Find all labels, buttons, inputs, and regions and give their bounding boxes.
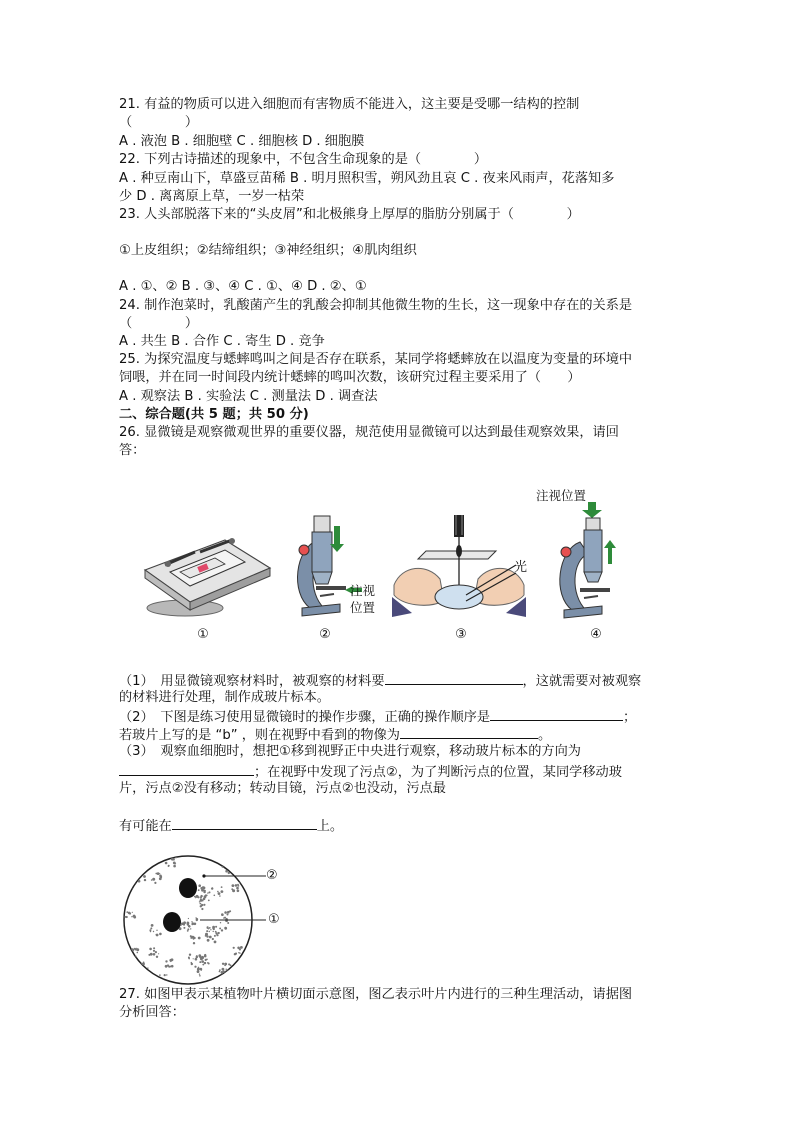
- cell-speckle: [143, 963, 144, 964]
- cell-speckle: [247, 857, 249, 859]
- cell-speckle: [156, 934, 157, 935]
- cell-speckle: [134, 962, 136, 964]
- callout-lines: [200, 868, 270, 928]
- cell-speckle: [193, 958, 194, 959]
- cell-speckle: [191, 963, 193, 965]
- cell-speckle: [126, 889, 127, 890]
- cell-speckle: [128, 974, 130, 976]
- cell-speckle: [159, 877, 162, 880]
- cell-speckle: [143, 859, 146, 862]
- q26-sub1-answer-blank[interactable]: [385, 671, 523, 685]
- q21-stem: 21. 有益的物质可以进入细胞而有害物质不能进入，这主要是受哪一结构的控制: [119, 97, 580, 112]
- cell-speckle: [241, 863, 243, 865]
- q24-paren: （ ）: [119, 316, 199, 331]
- cell-speckle: [207, 939, 210, 942]
- cell-speckle: [135, 875, 137, 877]
- q26-sub3-direction-blank[interactable]: [119, 762, 254, 776]
- cell-speckle: [199, 961, 201, 963]
- cell-speckle: [138, 967, 141, 970]
- cell-speckle: [141, 969, 143, 971]
- cell-speckle: [135, 966, 137, 968]
- cell-speckle: [138, 871, 141, 874]
- cell-speckle: [169, 959, 172, 962]
- q26-sub2-text-a: （2） 下图是练习使用显微镜时的操作步骤，正确的操作顺序是: [119, 710, 491, 725]
- figure-4-label: ④: [590, 627, 602, 642]
- q26-sub3-line1: （3） 观察血细胞时，想把①移到视野正中央进行观察，移动玻片标本的方向为: [119, 744, 581, 759]
- q26-sub2-line2: [119, 725, 551, 745]
- cell-speckle: [149, 948, 152, 951]
- cell-speckle: [224, 963, 227, 966]
- cell-speckle: [138, 857, 140, 859]
- cell-speckle: [141, 860, 142, 861]
- cell-speckle: [239, 953, 240, 954]
- cell-speckle: [159, 974, 161, 976]
- q26-sub3-text-d: 有可能在: [119, 819, 172, 834]
- cell-speckle: [153, 953, 156, 956]
- cell-speckle: [194, 937, 196, 939]
- cell-speckle: [144, 858, 147, 861]
- cell-speckle: [158, 953, 159, 954]
- q26-sub2-text-d: 。: [537, 728, 552, 743]
- cell-speckle: [157, 872, 160, 875]
- cell-speckle: [240, 946, 243, 949]
- cell-speckle: [221, 971, 223, 973]
- cell-speckle: [230, 964, 232, 966]
- cell-speckle: [215, 931, 217, 933]
- q22-options-line1: A . 种豆南山下，草盛豆苗稀 B . 明月照积雪，朔风劲且哀 C . 夜来风雨声，花落知多: [119, 171, 615, 186]
- q26-sub1-line2: 的材料进行处理，制作成玻片标本。: [119, 690, 330, 705]
- cell-speckle: [159, 875, 162, 878]
- cell-speckle: [173, 865, 176, 868]
- cell-speckle: [216, 934, 218, 936]
- figure-1-label: ①: [197, 627, 209, 642]
- q22-stem: 22. 下列古诗描述的现象中，不包含生命现象的是（ ）: [119, 152, 488, 167]
- q26-stem-line2: 答：: [119, 443, 146, 458]
- cell-speckle: [137, 876, 139, 878]
- view-label-spot2: ②: [266, 868, 278, 883]
- q21-options: A . 液泡 B . 细胞壁 C . 细胞核 D . 细胞膜: [119, 134, 365, 149]
- q26-sub3-location-blank[interactable]: [172, 816, 317, 830]
- cell-speckle: [201, 960, 204, 963]
- cell-speckle: [187, 922, 189, 924]
- cell-speckle: [134, 972, 137, 975]
- q26-sub1-text-b: ，这就需要对被观察: [522, 674, 642, 689]
- cell-speckle: [143, 875, 146, 878]
- cell-speckle: [159, 873, 160, 874]
- cell-speckle: [138, 880, 141, 883]
- cell-speckle: [164, 974, 166, 976]
- figure-2-label: ②: [319, 627, 331, 642]
- cell-speckle: [132, 912, 133, 913]
- cell-speckle: [131, 964, 133, 966]
- cell-speckle: [134, 948, 136, 950]
- figure-1-slide-stage: [140, 510, 275, 624]
- cell-speckle: [204, 962, 206, 964]
- q26-sub2-text-b: ；: [623, 710, 637, 725]
- cell-speckle: [210, 929, 211, 930]
- cell-speckle: [165, 965, 168, 968]
- cell-speckle: [126, 916, 128, 918]
- cell-speckle: [140, 872, 142, 874]
- cell-speckle: [231, 864, 234, 867]
- cell-speckle: [138, 874, 140, 876]
- cell-speckle: [244, 860, 246, 862]
- q23-stem: 23. 人头部脱落下来的“头皮屑”和北极熊身上厚厚的脂肪分别属于（ ）: [119, 207, 580, 222]
- cell-speckle: [165, 862, 168, 865]
- cell-speckle: [219, 969, 221, 971]
- cell-speckle: [199, 974, 200, 975]
- cell-speckle: [189, 926, 191, 928]
- cell-speckle: [200, 968, 203, 971]
- q26-sub1-text-a: （1） 用显微镜观察材料时，被观察的材料要: [119, 674, 385, 689]
- q24-options: A . 共生 B . 合作 C . 寄生 D . 竞争: [119, 334, 325, 349]
- watch-position-text-2: 位置: [350, 600, 376, 615]
- cell-speckle: [209, 931, 210, 932]
- cell-speckle: [191, 921, 192, 922]
- q24-stem: 24. 制作泡菜时，乳酸菌产生的乳酸会抑制其他微生物的生长，这一现象中存在的关系是: [119, 298, 633, 313]
- cell-speckle: [235, 953, 237, 955]
- cell-speckle: [190, 928, 191, 929]
- cell-speckle: [193, 942, 195, 944]
- cell-speckle: [131, 974, 133, 976]
- cell-speckle: [249, 856, 251, 858]
- cell-speckle: [195, 917, 196, 918]
- cell-speckle: [196, 919, 198, 921]
- cell-speckle: [149, 929, 151, 931]
- q26-sub2-order-blank[interactable]: [490, 707, 623, 721]
- cell-speckle: [209, 936, 211, 938]
- cell-speckle: [151, 924, 154, 927]
- cell-speckle: [166, 974, 167, 975]
- q22-options-line2: 少 D . 离离原上草，一岁一枯荣: [119, 189, 305, 204]
- cell-speckle: [248, 862, 251, 865]
- cell-speckle: [202, 964, 204, 966]
- cell-speckle: [137, 952, 139, 954]
- cell-speckle: [196, 956, 198, 958]
- cell-speckle: [228, 865, 231, 868]
- cell-speckle: [153, 931, 154, 932]
- cell-speckle: [132, 969, 134, 971]
- cell-speckle: [181, 925, 182, 926]
- cell-speckle: [152, 878, 155, 881]
- cell-speckle: [248, 856, 249, 857]
- watch-position-top-label: 注视位置: [536, 488, 587, 503]
- cell-speckle: [183, 927, 185, 929]
- q26-sub3-text-e: 上。: [316, 819, 344, 834]
- watch-position-caption: [350, 582, 375, 616]
- cell-speckle: [171, 965, 174, 968]
- cell-speckle: [194, 896, 196, 898]
- cell-speckle: [127, 969, 130, 972]
- watch-position-text-1: 注视: [350, 583, 376, 598]
- cell-speckle: [189, 954, 191, 956]
- cell-speckle: [250, 858, 251, 859]
- cell-speckle: [168, 966, 170, 968]
- cell-speckle: [147, 967, 148, 968]
- q26-sub3-line3: 片，污点②没有移动；转动目镜，污点②也没动，污点最: [119, 781, 446, 796]
- cell-speckle: [168, 866, 169, 867]
- q27-stem-line2: 分析回答：: [119, 1005, 185, 1020]
- cell-speckle: [153, 950, 155, 952]
- cell-speckle: [218, 932, 220, 934]
- cell-speckle: [143, 865, 146, 868]
- cell-speckle: [240, 861, 243, 864]
- cell-speckle: [150, 927, 152, 929]
- cell-speckle: [138, 863, 141, 866]
- cell-speckle: [198, 954, 201, 957]
- q26-sub3-line2: [119, 762, 622, 782]
- cell-speckle: [189, 958, 190, 959]
- cell-speckle: [175, 863, 176, 864]
- cell-speckle: [136, 876, 138, 878]
- cell-speckle: [214, 935, 216, 937]
- cell-speckle: [190, 937, 192, 939]
- cell-speckle: [153, 947, 155, 949]
- cell-speckle: [199, 975, 201, 977]
- q26-sub2-line1: [119, 707, 636, 727]
- q25-stem-line2: 饲喂，并在同一时间段内统计蟋蟀的鸣叫次数，该研究过程主要采用了（ ）: [119, 370, 581, 385]
- cell-speckle: [128, 880, 129, 881]
- section2-title: 二、综合题(共 5 题；共 50 分): [119, 407, 309, 422]
- cell-speckle: [136, 975, 137, 976]
- cell-speckle: [213, 931, 214, 932]
- cell-speckle: [131, 879, 133, 881]
- q21-paren: （ ）: [119, 115, 199, 130]
- cell-speckle: [206, 930, 208, 932]
- cell-speckle: [206, 959, 208, 961]
- cell-speckle: [241, 862, 242, 863]
- cell-speckle: [226, 973, 227, 974]
- cell-speckle: [135, 962, 137, 964]
- cell-speckle: [214, 941, 217, 944]
- light-label: 光: [514, 560, 528, 575]
- cell-speckle: [222, 963, 224, 965]
- cell-speckle: [165, 960, 167, 962]
- q25-stem-line1: 25. 为探究温度与蟋蟀鸣叫之间是否存在联系，某同学将蟋蟀放在以温度为变量的环境中: [119, 352, 633, 367]
- q26-sub3-line4: [119, 816, 343, 836]
- cell-speckle: [126, 883, 128, 885]
- cell-speckle: [129, 976, 131, 978]
- cell-speckle: [132, 970, 134, 972]
- cell-speckle: [162, 983, 164, 985]
- cell-speckle: [159, 933, 162, 936]
- q26-sub3-text-b: ；在视野中发现了污点②，为了判断污点的位置，某同学移动玻: [254, 765, 622, 780]
- view-label-spot1: ①: [268, 912, 280, 927]
- cell-speckle: [130, 886, 132, 888]
- q26-stem-line1: 26. 显微镜是观察微观世界的重要仪器，规范使用显微镜可以达到最佳观察效果，请回: [119, 425, 619, 440]
- cell-speckle: [183, 923, 185, 925]
- cell-speckle: [156, 930, 157, 931]
- q23-options: A . ①、② B . ③、④ C . ①、④ D . ②、①: [119, 279, 367, 294]
- cell-speckle: [141, 861, 144, 864]
- cell-speckle: [194, 966, 196, 968]
- cell-speckle: [156, 956, 158, 958]
- cell-speckle: [128, 973, 130, 975]
- cell-speckle: [128, 912, 131, 915]
- figure-4-microscope-raising: [550, 500, 640, 629]
- cell-speckle: [207, 962, 209, 964]
- cell-speckle: [200, 958, 203, 961]
- cell-speckle: [204, 955, 207, 958]
- cell-speckle: [187, 928, 189, 930]
- cell-speckle: [197, 968, 200, 971]
- cell-speckle: [138, 970, 139, 971]
- cell-speckle: [221, 929, 223, 931]
- q26-sub1-line1: [119, 671, 641, 691]
- cell-speckle: [155, 951, 157, 953]
- cell-speckle: [129, 887, 131, 889]
- figure-3-label: ③: [455, 627, 467, 642]
- cell-speckle: [192, 922, 195, 925]
- cell-speckle: [198, 937, 201, 940]
- q26-sub2-image-blank[interactable]: [400, 725, 538, 739]
- cell-speckle: [136, 948, 139, 951]
- cell-speckle: [154, 882, 156, 884]
- cell-speckle: [133, 915, 136, 918]
- cell-speckle: [226, 863, 228, 865]
- cell-speckle: [132, 973, 135, 976]
- q25-options: A . 观察法 B . 实验法 C . 测量法 D . 调查法: [119, 389, 378, 404]
- cell-speckle: [131, 916, 132, 917]
- cell-speckle: [195, 897, 196, 898]
- cell-speckle: [151, 879, 153, 881]
- cell-speckle: [239, 948, 241, 950]
- cell-speckle: [205, 933, 208, 936]
- cell-speckle: [137, 863, 140, 866]
- cell-speckle: [150, 931, 151, 932]
- cell-speckle: [144, 879, 146, 881]
- cell-speckle: [233, 947, 235, 949]
- q27-stem-line1: 27. 如图甲表示某植物叶片横切面示意图，图乙表示叶片内进行的三种生理活动，请据图: [119, 987, 633, 1002]
- cell-speckle: [140, 856, 142, 858]
- cell-speckle: [138, 965, 140, 967]
- cell-speckle: [190, 935, 192, 937]
- cell-speckle: [148, 954, 150, 956]
- cell-speckle: [131, 880, 133, 882]
- q23-choices: ①上皮组织；②结缔组织；③神经组织；④肌肉组织: [119, 243, 417, 258]
- cell-speckle: [188, 918, 189, 919]
- cell-speckle: [164, 981, 167, 984]
- cell-speckle: [136, 969, 139, 972]
- cell-speckle: [212, 938, 214, 940]
- q26-sub2-text-c: 若玻片上写的是 “b” ，则在视野中看到的物像为: [119, 728, 400, 743]
- cell-speckle: [197, 970, 200, 973]
- cell-speckle: [222, 969, 223, 970]
